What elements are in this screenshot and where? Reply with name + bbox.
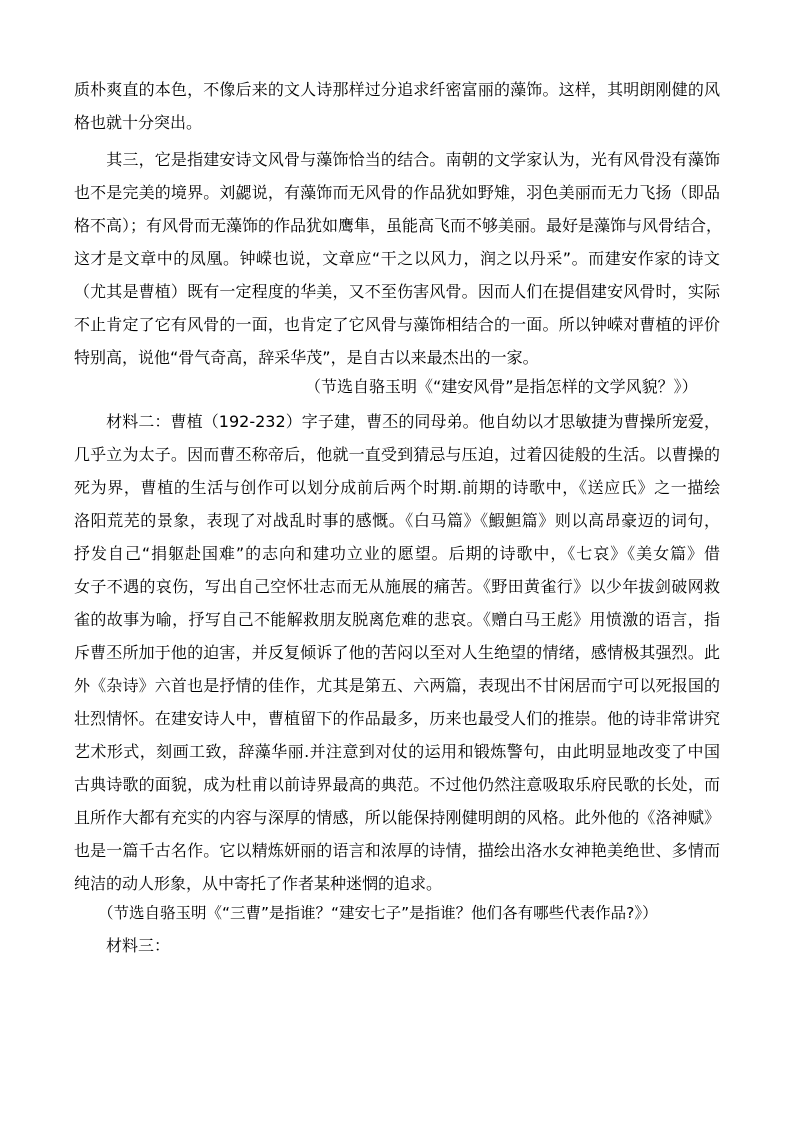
source-citation: （节选自骆玉明《“建安风骨”是指怎样的文学风貌？》） (305, 377, 698, 396)
material-label: 材料三： (74, 936, 171, 955)
paragraph-line: 这才是文章中的凤凰。钟嵘也说，文章应“干之以风力，润之以丹采”。而建安作家的诗文 (74, 249, 720, 268)
paragraph-line: 抒发自己“捐躯赴国难”的志向和建功立业的愿望。后期的诗歌中，《七哀》《美女篇》借 (74, 544, 720, 563)
paragraph-line: 艺术形式，刻画工致，辞藻华丽.并注意到对仗的运用和锻炼警句，由此明显地改变了中国 (74, 742, 720, 761)
paragraph-line: 雀的故事为喻，抒写自己不能解救朋友脱离危难的悲哀。《赠白马王彪》用愤激的语言，指 (74, 610, 720, 629)
paragraph-line: 纯洁的动人形象，从中寄托了作者某种迷惘的追求。 (74, 874, 443, 893)
paragraph-line: 外《杂诗》六首也是抒情的佳作，尤其是第五、六两篇，表现出不甘闲居而宁可以死报国的 (74, 676, 720, 695)
paragraph-line: 特别高，说他“骨气奇高，辞采华茂”，是自古以来最杰出的一家。 (74, 348, 539, 367)
paragraph-line: 其三，它是指建安诗文风骨与藻饰恰当的结合。南朝的文学家认为，光有风骨没有藻饰 (74, 150, 720, 169)
paragraph-line: 质朴爽直的本色，不像后来的文人诗那样过分追求纤密富丽的藻饰。这样，其明朗刚健的风 (74, 80, 720, 99)
paragraph-line: 几乎立为太子。因而曹丕称帝后，他就一直受到猜忌与压迫，过着囚徒般的生活。以曹操的 (74, 445, 720, 464)
paragraph-line: 壮烈情怀。在建安诗人中，曹植留下的作品最多，历来也最受人们的推崇。他的诗非常讲究 (74, 709, 720, 728)
paragraph-line: 格也就十分突出。 (74, 113, 203, 132)
paragraph-line: 格不高）；有风骨而无藻饰的作品犹如鹰隼，虽能高飞而不够美丽。最好是藻饰与风骨结合， (74, 216, 723, 235)
paragraph-line: 洛阳荒芜的景象，表现了对战乱时事的感慨。《白马篇》《鰕䱇篇》则以高昂豪迈的词句， (74, 511, 720, 530)
paragraph-line: 不止肯定了它有风骨的一面，也肯定了它风骨与藻饰相结合的一面。所以钟嵘对曹植的评价 (74, 315, 720, 334)
paragraph-line: 古典诗歌的面貌，成为杜甫以前诗界最高的典范。不过他仍然注意吸取乐府民歌的长处，而 (74, 775, 720, 794)
paragraph-line: 死为界，曹植的生活与创作可以划分成前后两个时期.前期的诗歌中，《送应氏》之一描绘 (74, 478, 720, 497)
paragraph-line: 斥曹丕所加于他的迫害，并反复倾诉了他的苦闷以至对人生绝望的情绪，感情极其强烈。此 (74, 643, 720, 662)
paragraph-line: 材料二：曹植（192-232）字子建，曹丕的同母弟。他自幼以才思敏捷为曹操所宠爱， (74, 412, 720, 431)
paragraph-line: 也是一篇千古名作。它以精炼妍丽的语言和浓厚的诗情，描绘出洛水女神艳美绝世、多情而 (74, 841, 720, 860)
paragraph-line: （尤其是曹植）既有一定程度的华美，又不至伤害风骨。因而人们在提倡建安风骨时，实际 (74, 282, 720, 301)
paragraph-line: 也不是完美的境界。刘勰说，有藻饰而无风骨的作品犹如野雉，羽色美丽而无力飞扬（即品 (74, 183, 720, 202)
source-citation: （节选自骆玉明《“三曹”是指谁？“建安七子”是指谁？他们各有哪些代表作品?》） (98, 904, 658, 922)
paragraph-line: 女子不遇的哀伤，写出自己空怀壮志而无从施展的痛苦。《野田黄雀行》以少年拔剑破网救 (74, 577, 720, 596)
paragraph-line: 且所作大都有充实的内容与深厚的情感，所以能保持刚健明朗的风格。此外他的《洛神赋》 (74, 808, 720, 827)
